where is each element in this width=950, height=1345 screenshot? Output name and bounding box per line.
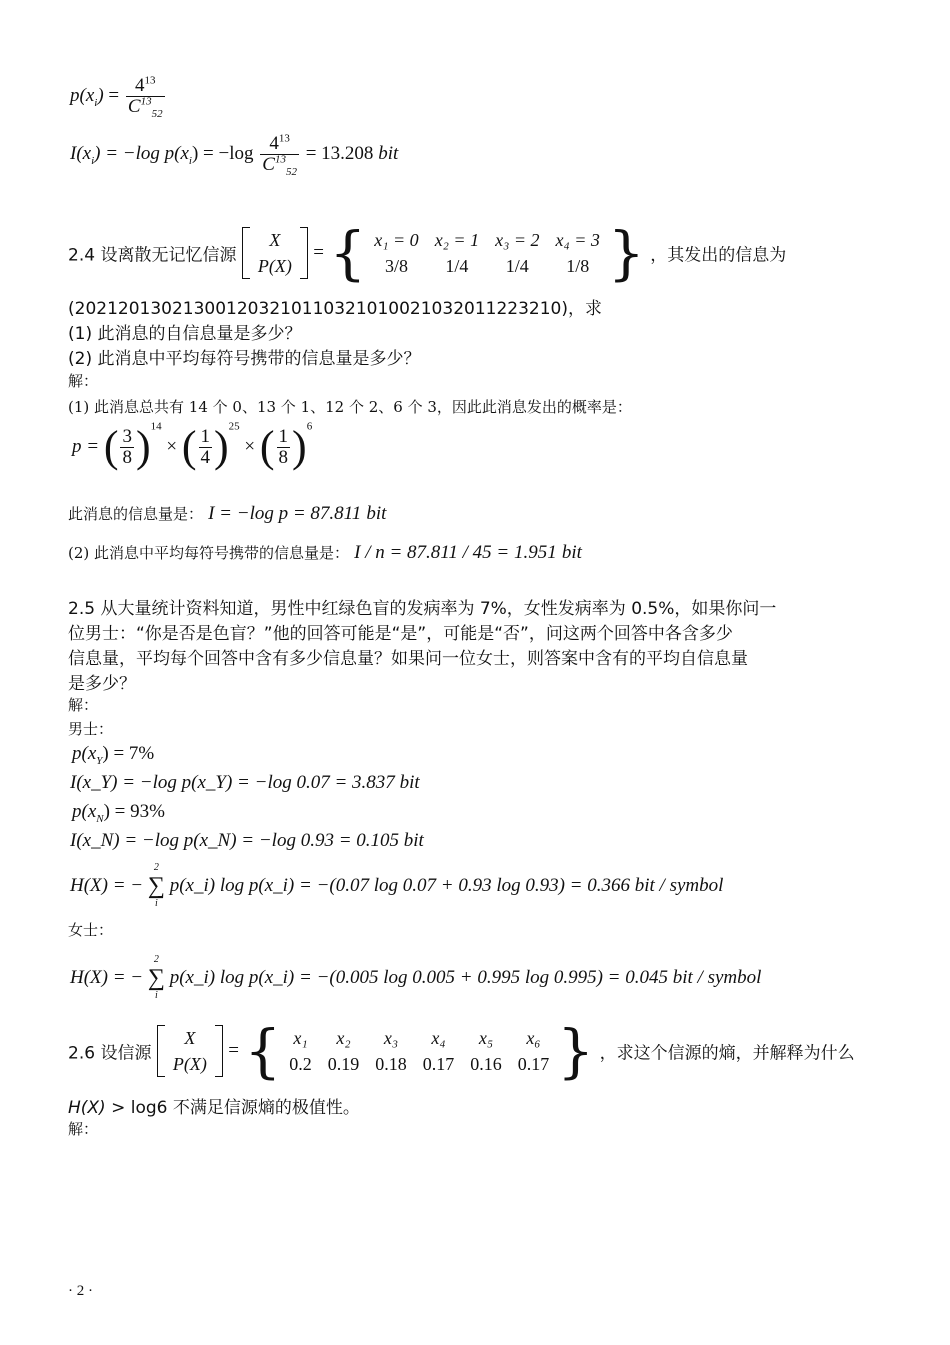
- eq-I-xi: $I(x_i) = -\log$ $p(x_i) = -\log$ $\frac{4^{13}}{C^{13}_{52}}$ = 13.208 bit: [70, 132, 399, 178]
- solution-label-2-5: 解：: [68, 696, 99, 714]
- avg-info-line: (2) 此消息中平均每符号携带的信息量是： I / n = 87.811 / 45 = 1.951 bit: [68, 542, 582, 563]
- problem-2-4-heading: 2.4 设离散无记忆信源 X P(X) = { x₁ = 0 x₂ = 1 x₃ = 2 x₄ = 3 3/8 1/4 1/4 1/8 } ，其发出的信息为: [68, 219, 787, 287]
- entropy-man: H(X) = − 2 ∑ i p(x_i) log p(x_i) = −(0.07 log 0.07 + 0.93 log 0.93) = 0.366 bit / symbol: [70, 862, 724, 909]
- question-1: (1) 此消息的自信息量是多少？: [68, 324, 302, 344]
- eq-I-xY: I(x_Y) = −log p(x_Y) = −log 0.07 = 3.837 bit: [70, 772, 420, 793]
- problem-2-5-line-1: 2.5 从大量统计资料知道，男性中红绿色盲的发病率为 7%，女性发病率为 0.5%，如果你问一: [68, 599, 777, 619]
- eq-p-xi: $p(x_i)$ = $\frac{4^{13}}{C^{13}_{52}}$: [70, 74, 163, 120]
- problem-2-6-heading: 2.6 设信源 X P(X) = { x₁ x₂ x₃ x₄ x₅ x₆ 0.2 0.19 0.18 0.17 0.16 0.17 } ，求这个信源的熵，并解释为什么: [68, 1017, 855, 1085]
- question-2: (2) 此消息中平均每符号携带的信息量是多少？: [68, 349, 421, 369]
- woman-label: 女士：: [68, 921, 114, 939]
- man-label: 男士：: [68, 720, 114, 738]
- page-number: · 2 ·: [68, 1283, 93, 1299]
- probability-equation: p = ( $\frac{3}{8}$ )$^{14}$ × ( $\frac{1}{4}$ )$^{25}$ × ( $\frac{1}{8}$ )$^6$: [72, 420, 313, 471]
- info-amount-line: 此消息的信息量是： I = −log p = 87.811 bit: [68, 503, 387, 524]
- solution-label-2-6: 解：: [68, 1120, 99, 1138]
- problem-2-5-line-4: 是多少？: [68, 674, 136, 694]
- solution-1-text: (1) 此消息总共有 14 个 0、13 个 1、12 个 2、6 个 3，因此此消息发出的概率是：: [68, 398, 632, 416]
- problem-2-6-line-2: H(X) > log6 不满足信源熵的极值性。: [68, 1098, 360, 1118]
- solution-label: 解：: [68, 372, 99, 390]
- entropy-woman: H(X) = − 2 ∑ i p(x_i) log p(x_i) = −(0.005 log 0.005 + 0.995 log 0.995) = 0.045 bit / symbol: [70, 954, 762, 1001]
- eq-p-xN: $p(x_N) = 93\%$: [72, 801, 165, 825]
- eq-I-xN: I(x_N) = −log p(x_N) = −log 0.93 = 0.105 bit: [70, 830, 424, 851]
- sequence-text: (202120130213001203210110321010021032011223210)，求: [68, 299, 602, 319]
- eq-p-xY: $p(x_Y) = 7\%$: [72, 743, 155, 767]
- problem-2-5-line-2: 位男士：“你是否是色盲？”他的回答可能是“是”，可能是“否”，问这两个回答中各含多少: [68, 624, 733, 644]
- problem-2-5-line-3: 信息量，平均每个回答中含有多少信息量？如果问一位女士，则答案中含有的平均自信息量: [68, 649, 748, 669]
